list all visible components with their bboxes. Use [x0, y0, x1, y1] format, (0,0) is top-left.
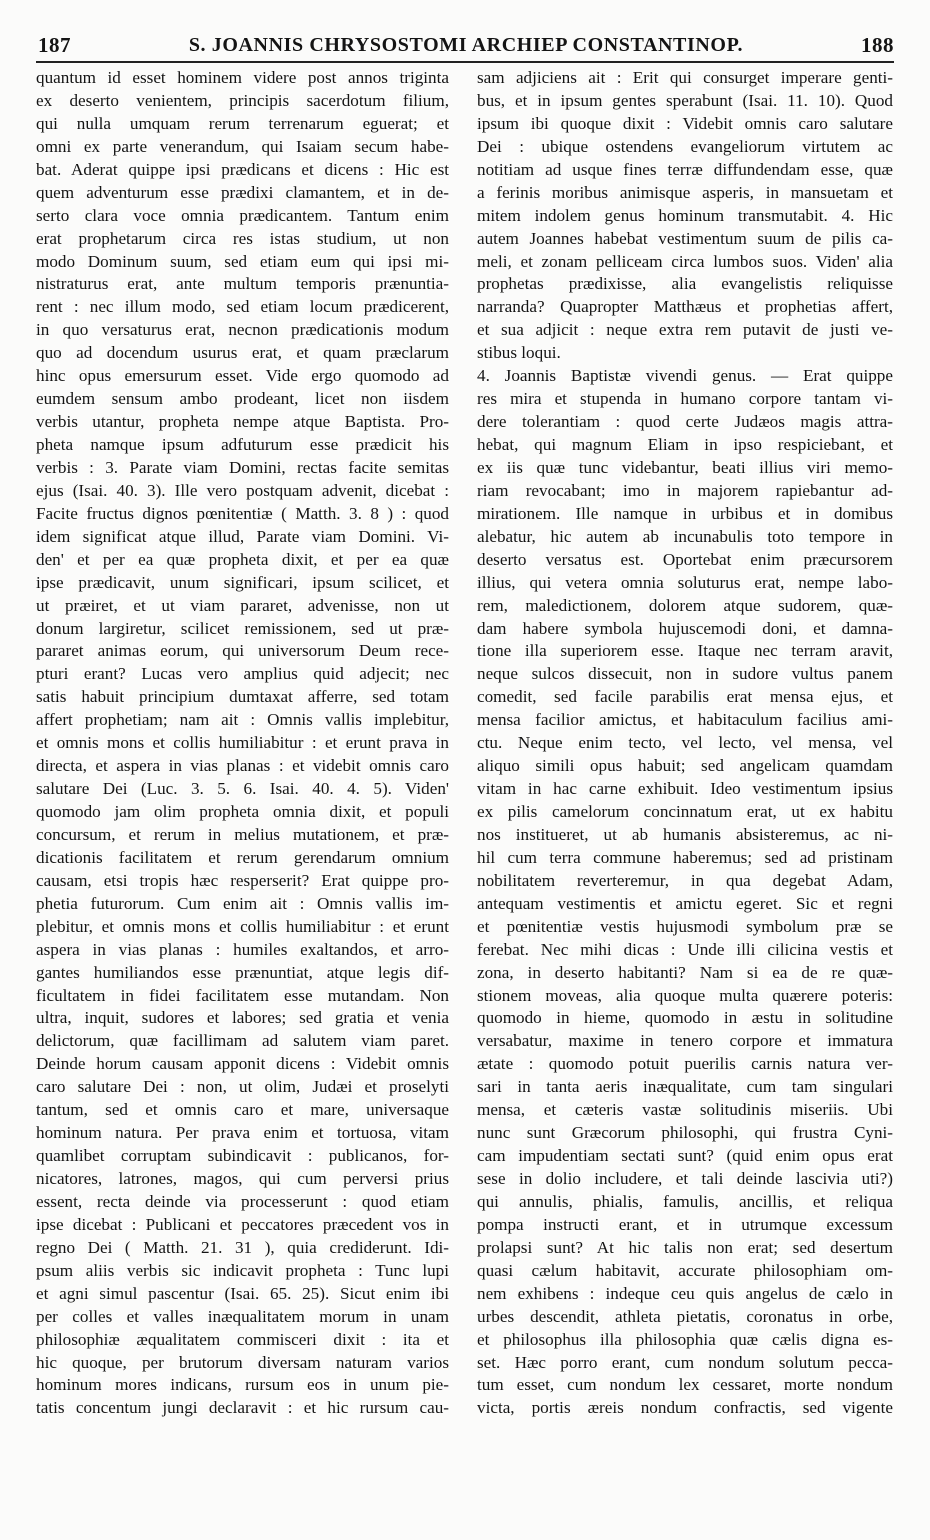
text-line: notitiam ad usque fines terræ diffundendam esse, quæ [477, 159, 893, 179]
text-line: nunc sunt Græcorum philosophi, qui frustra Cyni- [477, 1123, 893, 1143]
text-line: vitam in hac carne exhibuit. Ideo vestimentum ipsius [477, 779, 893, 799]
text-line: regno Dei ( Matth. 21. 31 ), quia crediderunt. Idi- [36, 1237, 449, 1257]
text-line: sari in tanta aeris inæqualitate, cum tam singulari [477, 1077, 893, 1097]
text-line: in quo versaturus erat, necnon prædicationis modum [36, 320, 449, 340]
text-line: hic quoque, per brutorum diversam naturam varios [36, 1352, 449, 1372]
running-header [38, 30, 894, 60]
text-line: Facite fructus dignos pœnitentiæ ( Matth. 3. 8 ) : quod [36, 503, 449, 523]
text-line: prophetas prædixisse, alia evangelistis reliquisse [477, 274, 893, 294]
text-line: ultra, inquit, sudores et labores; sed gratia et venia [36, 1008, 449, 1028]
text-line: quantum id esset hominem videre post annos triginta [36, 68, 449, 87]
text-line: plebitur, et omnis mons et collis humiliabitur : et erunt [36, 916, 449, 936]
text-line: pheta namque ipsum adfuturum esse prædicit his [36, 435, 449, 454]
text-line: eumdem sensum ambo prodeant, licet non iisdem [36, 389, 449, 409]
text-line: psum aliis verbis sic indicavit propheta : Tunc lupi [36, 1260, 449, 1280]
text-line: set. Hæc porro erant, cum nondum solutum pecca- [477, 1352, 893, 1372]
text-line: quomodo jam olim propheta omnia dixit, et populi [36, 802, 449, 821]
text-line: ejus (Isai. 40. 3). Ille vero postquam advenit, dicebat : [36, 480, 449, 500]
text-line: sam adjiciens ait : Erit qui consurget imperare genti- [477, 68, 893, 87]
text-line: caro salutare Dei : non, ut olim, Judæi et proselyti [36, 1077, 449, 1097]
text-line: dere tolerantiam : quod certe Judæos magis attra- [477, 412, 893, 432]
text-line: rem, maledictionem, dolorem atque sudorem, quæ- [477, 595, 893, 615]
text-line: et sua adjicit : neque extra rem putavit de justi ve- [477, 320, 893, 340]
text-line: deserto versatus est. Oportebat enim præcursorem [477, 549, 893, 569]
text-line: ferebat. Nec mihi dicas : Unde illi cilicina vestis et [477, 939, 893, 959]
text-line: quo ad docendum usurus erat, et quam præclarum [36, 343, 449, 363]
text-line: verbis utantur, propheta nempe atque Baptista. Pro- [36, 412, 449, 432]
text-line: quomodo in hieme, quomodo in æstu in solitudine [477, 1008, 893, 1028]
page-number-left: 187 [38, 32, 71, 57]
text-line: ipsum ibi quoque dixit : Videbit omnis caro salutare [477, 113, 893, 133]
text-line: ficultatem in fidei facilitatem esse mutandam. Non [36, 985, 449, 1005]
text-line: salutare Dei (Luc. 3. 5. 6. Isai. 40. 4. 5). Viden' [36, 779, 449, 799]
text-line: zona, in deserto habitanti? Nam si ea de re quæ- [477, 962, 893, 982]
text-line: pompa instructi erant, et in utrumque excessum [477, 1214, 893, 1234]
text-line: mensa facilior amictus, et habitaculum facilius ami- [477, 710, 893, 730]
text-line: et omnis mons et collis humiliabitur : et erunt prava in [36, 733, 449, 753]
text-line: quasi cælum habitavit, accurate philosophiam om- [477, 1260, 893, 1280]
text-line: verbis : 3. Parate viam Domini, rectas facite semitas [36, 457, 449, 477]
text-line: bus, et in ipsum gentes sperabunt (Isai. 11. 10). Quod [477, 90, 893, 110]
text-line: dam habere symbola hujuscemodi doni, et damna- [477, 618, 893, 638]
text-line: Dei : ubique ostendens evangeliorum virtutem ac [477, 136, 893, 156]
text-line: omni ex parte venerandum, qui Isaiam secum habe- [36, 136, 449, 156]
text-line: rent : nec illum modo, sed etiam locum prædicerent, [36, 297, 449, 317]
text-line: neque sulcos dissecuit, non in sudore vultus panem [477, 664, 893, 684]
text-line: ipse dicebat : Publicani et peccatores præcedent vos in [36, 1214, 449, 1234]
text-line: nicatores, latrones, magos, qui cum perversi prius [36, 1169, 449, 1188]
text-line: meli, et zonam pelliceam circa lumbos suos. Viden' alia [477, 251, 893, 271]
text-line: bat. Aderat quippe ipsi prædicans et dicens : Hic est [36, 159, 449, 179]
text-line: phetia futurorum. Cum enim ait : Omnis vallis im- [36, 893, 449, 913]
text-line: nistraturus erat, ante multum temporis prænuntia- [36, 274, 449, 294]
text-line: pturi erant? Lucas vero amplius quid adjecit; nec [36, 664, 449, 684]
text-line: idem significat atque illud, Parate viam Domini. Vi- [36, 526, 449, 546]
text-line: serto clara voce omnia prædicantem. Tantum enim [36, 205, 449, 225]
text-line: prolapsi sunt? At hic talis non erat; sed desertum [477, 1237, 893, 1257]
text-line: gantes humiliandos esse prænuntiat, atque legis dif- [36, 962, 449, 982]
text-line: per colles et valles inæqualitatem morum in unam [36, 1306, 449, 1326]
text-line: stibus loqui. [477, 343, 561, 363]
text-line: affert prophetiam; nam ait : Omnis vallis implebitur, [36, 710, 449, 730]
text-line: concursum, et rerum in melius mutationem, et præ- [36, 824, 449, 844]
text-line: quamlibet corruptam subindicavit : publicanos, for- [36, 1146, 449, 1166]
text-line: ex deserto venientem, principis sacerdotum filium, [36, 90, 449, 110]
text-line: hil cum terra commune haberemus; sed ad pristinam [477, 847, 893, 867]
running-title: S. JOANNIS CHRYSOSTOMI ARCHIEP CONSTANTINOP. [188, 33, 744, 56]
text-line: nem exhibens : indeque ceu quis angelus de cælo in [477, 1283, 893, 1303]
text-line: nobilitatem reverteremur, in qua degebat Adam, [477, 870, 893, 890]
text-line: qui annulis, phialis, famulis, ancillis, et reliqua [477, 1191, 893, 1211]
text-line: et philosophus illa philosophia quæ cælis digna es- [477, 1329, 893, 1349]
text-line: victa, portis æreis nondum confractis, sed vigente [477, 1398, 893, 1418]
text-line: ctu. Neque enim tecto, vel lecto, vel mensa, vel [477, 733, 893, 753]
text-line: hominum natura. Per prava enim et tortuosa, vitam [36, 1123, 449, 1143]
text-line: riam revocabant; imo in majorem rapiebantur ad- [477, 480, 893, 500]
text-line: dicationis facilitatem et rerum gerendarum omnium [36, 847, 449, 867]
text-line: essent, recta deinde via processerunt : quod etiam [36, 1191, 449, 1211]
text-line: urbes descendit, athleta pietatis, coronatus in orbe, [477, 1306, 893, 1326]
text-line: versabatur, maxime in tenero corpore et immatura [477, 1031, 893, 1051]
text-line: donum largiretur, scilicet remissionem, sed ut præ- [36, 618, 449, 638]
text-line: mirationem. Ille namque in urbibus et in domibus [477, 503, 893, 523]
text-line: mensa, et cæteris vastæ solitudinis miseriis. Ubi [477, 1100, 893, 1120]
text-line: sese in dolio includere, et tali deinde lascivia uti?) [477, 1169, 893, 1188]
text-line: autem Joannes habebat vestimentum suum de pilis ca- [477, 228, 893, 248]
text-line: alebatur, hic autem ab incunabulis toto tempore in [477, 526, 893, 546]
text-line: illius, qui vetera omnia soluturus erat, nempe labo- [477, 572, 893, 592]
text-line: erat prophetarum circa res istas studium, ut non [36, 228, 449, 248]
text-line: hebat, qui magnum Eliam in ipso respiciebant, et [477, 435, 893, 454]
text-line: 4. Joannis Baptistæ vivendi genus. — Erat quippe [477, 366, 893, 386]
text-line: Deinde horum causam apponit dicens : Videbit omnis [36, 1054, 449, 1074]
text-line: hinc opus emersurum esset. Vide ergo quomodo ad [36, 366, 449, 386]
text-line: qui nulla umquam rerum terrenarum eguerat; et [36, 113, 449, 133]
text-line: a ferinis moribus animisque asperis, in mansuetam et [477, 182, 893, 202]
text-line: et agni simul pascentur (Isai. 65. 25). Sicut enim ibi [36, 1283, 449, 1303]
text-line: directa, et aspera in vias planas : et videbit omnis caro [36, 756, 449, 776]
text-line: stionem moveas, alia quoque multa quærere poteris: [477, 985, 893, 1005]
text-line: mitem indolem genus hominum transmutabit. 4. Hic [477, 205, 893, 225]
left-column [36, 67, 449, 1420]
text-line: ipse prædicavit, unum significari, ipsum scilicet, et [36, 572, 449, 592]
text-line: ex iis quæ tunc videbantur, beati illius viri memo- [477, 457, 893, 477]
text-line: ex pilis camelorum concinnatum erat, ut ex habitu [477, 802, 893, 821]
text-line: antequam vestimentis et amictu egeret. Sic et regni [477, 893, 893, 913]
text-line: comedit, sed facile parabilis erat mensa ejus, et [477, 687, 893, 707]
text-line: ut præiret, et ut viam pararet, advenisse, non ut [36, 595, 449, 615]
right-column [477, 67, 893, 1420]
text-line: et pœnitentiæ vestis hujusmodi symbolum præ se [477, 916, 893, 936]
text-line: modo Dominum suum, sed etiam eum qui ipsi mi- [36, 251, 449, 271]
text-line: ætate : quomodo potuit puerilis carnis natura ver- [477, 1054, 893, 1074]
text-line: aliquo simili opus habuit; sed angelicam quamdam [477, 756, 893, 776]
text-line: causam, etsi tropis hæc resperserit? Erat quippe pro- [36, 870, 449, 890]
text-line: den' et per ea quæ propheta dixit, et per ea quæ [36, 549, 449, 569]
text-line: cam impudentiam sectati sunt? (quid enim opus erat [477, 1146, 893, 1166]
header-rule [36, 61, 894, 63]
page-number-right: 188 [861, 32, 894, 57]
text-line: hominum mores indicans, rursum eos in unum pie- [36, 1375, 449, 1395]
text-line: tum esset, cum nondum lex cessaret, morte nondum [477, 1375, 893, 1395]
text-line: res mira et stupenda in humano corpore tantam vi- [477, 389, 893, 409]
text-line: nos institueret, ut ab humanis absisteremus, ac ni- [477, 824, 893, 844]
text-line: tatis concentum jungi declaravit : et hic rursum cau- [36, 1398, 449, 1418]
text-line: aspera in vias planas : humiles exaltandos, et arro- [36, 939, 449, 959]
text-line: tione illa superiorem esse. Itaque nec terram aravit, [477, 641, 893, 661]
text-line: philosophiæ æqualitatem commisceri dixit : ita et [36, 1329, 449, 1349]
text-line: satis habuit principium dumtaxat afferre, sed totam [36, 687, 449, 707]
text-line: quem adventurum esse prædixi clamantem, et in de- [36, 182, 449, 202]
text-line: narranda? Quapropter Matthæus et prophetias affert, [477, 297, 893, 317]
text-line: delictorum, quæ facillimam ad salutem viam paret. [36, 1031, 449, 1051]
text-line: tantum, sed et omnis caro et mare, universaque [36, 1100, 449, 1120]
text-line: pararet animas eorum, qui universorum Deum rece- [36, 641, 449, 661]
